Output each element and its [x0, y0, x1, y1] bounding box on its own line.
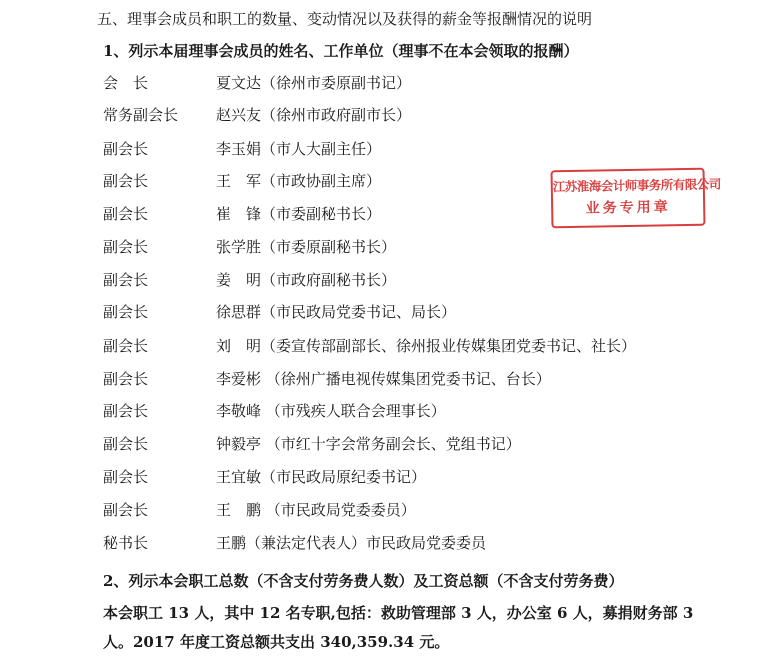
member-name-affiliation: 徐思群（市民政局党委书记、局长）: [216, 303, 457, 321]
board-member-row: [0, 500, 770, 524]
board-heading: 1、列示本届理事会成员的姓名、工作单位（理事不在本会领取的报酬）: [103, 42, 579, 60]
member-role: 常务副会长: [103, 106, 179, 124]
member-name-affiliation: 王宜敏（市民政局原纪委书记）: [216, 468, 427, 486]
member-role: 副会长: [103, 402, 149, 420]
member-name-affiliation: 赵兴友（徐州市政府副市长）: [216, 106, 412, 124]
seal-caption: 业务专用章: [585, 199, 671, 217]
member-role: 副会长: [103, 501, 149, 519]
member-name-affiliation: 夏文达（徐州市委原副书记）: [216, 74, 412, 92]
member-name-affiliation: 王 鹏 （市民政局党委委员）: [216, 501, 416, 519]
member-role: 副会长: [103, 468, 149, 486]
board-member-row: [0, 533, 770, 557]
member-name-affiliation: 崔 锋（市委副秘书长）: [216, 205, 382, 223]
board-member-row: [0, 467, 770, 491]
seal-company-name: 江苏淮海会计师事务所有限公司: [552, 176, 721, 195]
board-member-row: [0, 270, 770, 294]
board-member-row: [0, 73, 770, 97]
board-member-row: [0, 302, 770, 326]
member-role: 副会长: [103, 140, 149, 158]
member-name-affiliation: 王鹏（兼法定代表人）市民政局党委委员: [216, 534, 487, 552]
member-role: 副会长: [103, 238, 149, 256]
member-role: 副会长: [103, 172, 149, 190]
member-name-affiliation: 李爱彬 （徐州广播电视传媒集团党委书记、台长）: [216, 370, 551, 388]
member-name-affiliation: 姜 明（市政府副秘书长）: [216, 271, 397, 289]
company-seal-stamp: [551, 168, 721, 229]
member-name-affiliation: 李玉娟（市人大副主任）: [216, 140, 382, 158]
member-name-affiliation: 刘 明（委宣传部副部长、徐州报业传媒集团党委书记、社长）: [216, 337, 637, 355]
member-role: 副会长: [103, 271, 149, 289]
board-member-row: [0, 139, 770, 163]
section-title: 五、理事会成员和职工的数量、变动情况以及获得的薪金等报酬情况的说明: [97, 10, 593, 28]
member-role: 秘书长: [103, 534, 149, 552]
board-member-row: [0, 369, 770, 393]
staff-heading: 2、列示本会职工总数（不含支付劳务费人数）及工资总额（不含支付劳务费）: [103, 572, 624, 590]
staff-summary-line-2: 人。2017 年度工资总额共支出 340,359.34 元。: [103, 633, 450, 651]
board-member-row: [0, 434, 770, 458]
member-name-affiliation: 李敬峰 （市残疾人联合会理事长）: [216, 402, 446, 420]
board-member-row: [0, 237, 770, 261]
member-role: 副会长: [103, 205, 149, 223]
member-name-affiliation: 张学胜（市委原副秘书长）: [216, 238, 397, 256]
member-role: 副会长: [103, 435, 149, 453]
member-role: 副会长: [103, 370, 149, 388]
member-name-affiliation: 钟毅亭 （市红十字会常务副会长、党组书记）: [216, 435, 521, 453]
member-role: 副会长: [103, 337, 149, 355]
board-member-row: [0, 105, 770, 129]
member-role: 会 长: [103, 74, 149, 92]
member-role: 副会长: [103, 303, 149, 321]
staff-summary-line-1: 本会职工 13 人，其中 12 名专职,包括：救助管理部 3 人，办公室 6 人，募捐财务部 3: [103, 604, 694, 622]
board-member-row: [0, 401, 770, 425]
member-name-affiliation: 王 军（市政协副主席）: [216, 172, 382, 190]
board-member-row: [0, 336, 770, 360]
